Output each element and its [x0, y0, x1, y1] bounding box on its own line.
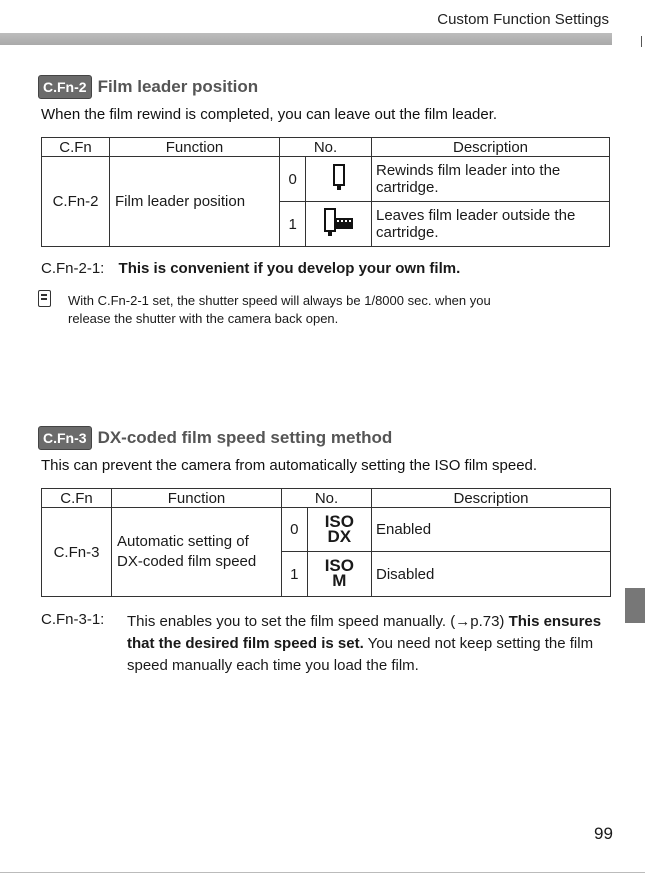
dx-label: DX — [327, 526, 352, 546]
cfn3-note-label: C.Fn-3-1: — [41, 611, 105, 628]
header-title: Custom Function Settings — [437, 11, 609, 28]
col-header-description: Description — [372, 489, 611, 508]
option-number: 0 — [280, 157, 306, 202]
col-header-no: No. — [282, 489, 372, 508]
cfn3-function-line2: DX-coded film speed — [117, 553, 257, 570]
cfn2-note-text: This is convenient if you develop your own film. — [118, 260, 461, 277]
option-number: 0 — [282, 508, 308, 552]
cfn3-function — [112, 508, 282, 597]
m-label: M — [332, 571, 347, 590]
cfn2-intro: When the film rewind is completed, you can leave out the film leader. — [41, 106, 498, 123]
edge-mark — [641, 36, 642, 47]
iso-dx-icon — [307, 508, 371, 552]
section-heading-cfn2 — [38, 75, 258, 99]
col-header-function: Function — [112, 489, 282, 508]
iso-label: ISO — [324, 511, 354, 531]
col-header-cfn: C.Fn — [42, 489, 112, 508]
option-description: Disabled — [372, 552, 611, 597]
col-header-function: Function — [110, 138, 280, 157]
cfn3-intro: This can prevent the camera from automatically setting the ISO film speed. — [41, 457, 538, 474]
cfn2-memo — [48, 292, 568, 328]
cfn3-note-plain: This enables you to set the film speed manually. (→p.73) — [127, 613, 509, 630]
cfn3-function-line1: Automatic setting of — [117, 533, 249, 550]
cartridge-rewound-icon — [306, 157, 372, 202]
cfn3-id: C.Fn-3 — [42, 508, 112, 597]
cartridge-leader-out-icon — [306, 202, 372, 247]
option-description: Enabled — [372, 508, 611, 552]
option-description: Leaves film leader outside the cartridge. — [372, 202, 610, 247]
cfn3-title: DX-coded film speed setting method — [97, 428, 393, 447]
cfn2-id: C.Fn-2 — [42, 157, 110, 247]
option-number: 1 — [282, 552, 308, 597]
cfn3-badge: C.Fn-3 — [38, 426, 92, 450]
chapter-side-tab — [625, 588, 645, 623]
cfn2-title: Film leader position — [97, 77, 259, 96]
iso-m-icon — [307, 552, 371, 597]
cfn3-note-bold: This ensures that the desired film speed is set. — [127, 613, 602, 652]
page-bottom-rule — [0, 872, 645, 873]
cfn3-note-end: You need not keep setting the film speed manually each time you load the film. — [127, 635, 594, 674]
header-bar — [0, 33, 612, 45]
col-header-cfn: C.Fn — [42, 138, 110, 157]
cfn2-note-label: C.Fn-2-1: — [41, 260, 105, 277]
iso-label: ISO — [324, 556, 354, 575]
memo-line-1: With C.Fn-2-1 set, the shutter speed will always be 1/8000 sec. when you — [68, 293, 491, 308]
cfn2-function: Film leader position — [110, 157, 280, 247]
cfn3-note — [41, 611, 611, 677]
col-header-no: No. — [280, 138, 372, 157]
cfn2-badge: C.Fn-2 — [38, 75, 92, 99]
option-description: Rewinds film leader into the cartridge. — [372, 157, 610, 202]
memo-line-2: release the shutter with the camera back open. — [68, 311, 339, 326]
cfn3-note-body — [127, 611, 611, 677]
col-header-description: Description — [372, 138, 610, 157]
cfn3-table — [41, 488, 611, 597]
option-number: 1 — [280, 202, 306, 247]
cfn2-table — [41, 137, 610, 247]
section-heading-cfn3 — [38, 426, 392, 450]
page-number: 99 — [594, 824, 613, 843]
cfn2-note — [41, 260, 460, 277]
